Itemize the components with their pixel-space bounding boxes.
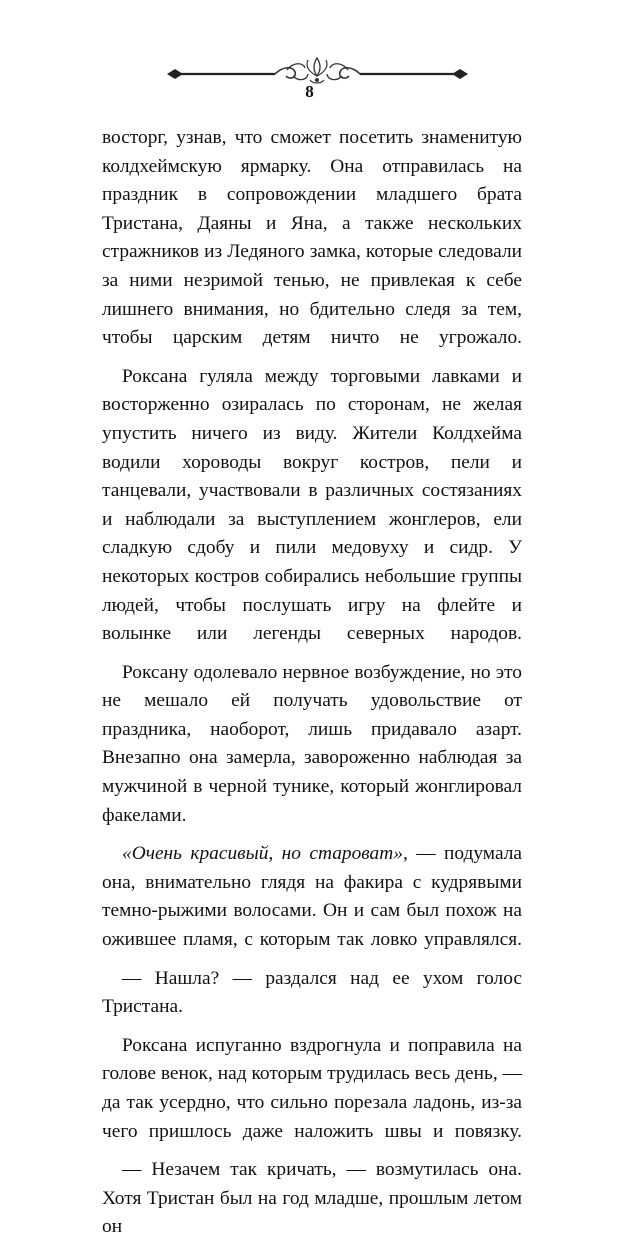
- paragraph: Роксану одолевало нервное возбуждение, но это не мешало ей получать удовольствие от праздника, наоборот, лишь придавало азарт. Внезапно она замерла, завороженно наблюдая за мужчиной в черной тунике, который жонглировал факелами.: [102, 661, 522, 826]
- paragraph: восторг, узнав, что сможет посетить знаменитую колдхеймскую ярмарку. Она отправилась на праздник в сопровождении младшего брата Тристана, Даяны и Яна, а также нескольких стражников из Ледяного замка, которые следовали за ними незримой тенью, не привлекая к себе лишнего внимания, но бдительно следя за тем, чтобы царским детям ничто не угрожало.: [102, 127, 522, 349]
- paragraph: Роксана гуляла между торговыми лавками и восторженно озиралась по сторонам, не желая упустить ничего из виду. Жители Колдхейма водили хороводы вокруг костров, пели и танцевали, участвовали в различных состязаниях и наблюдали за выступлением жонглеров, ели сладкую сдобу и пили медовуху и сидр. У некоторых костров собирались небольшие группы людей, чтобы послушать игру на флейте и волынке или легенды северных народов.: [102, 365, 522, 645]
- paragraph: Роксана испуганно вздрогнула и поправила на голове венок, над которым трудилась весь день, — да так усердно, что сильно порезала ладонь, из-за чего пришлось даже наложить швы и повязку.: [102, 1034, 522, 1142]
- body-text: [102, 124, 522, 1252]
- paragraph-text: — подумала она, внимательно глядя на факира с кудрявыми темно-рыжими волосами. Он и сам был похож на ожившее пламя, с которым так ловко управлялся.: [102, 843, 523, 951]
- page-number: 8: [305, 82, 314, 101]
- paragraph: [102, 840, 522, 954]
- page-header: [0, 40, 619, 130]
- dialogue-line: — Нашла? — раздался над ее ухом голос Тристана.: [102, 967, 522, 1018]
- inner-thought: «Очень красивый, но староват»,: [122, 843, 408, 865]
- dialogue-line: — Незачем так кричать, — возмутилась она. Хотя Тристан был на год младше, прошлым летом он: [102, 1159, 522, 1238]
